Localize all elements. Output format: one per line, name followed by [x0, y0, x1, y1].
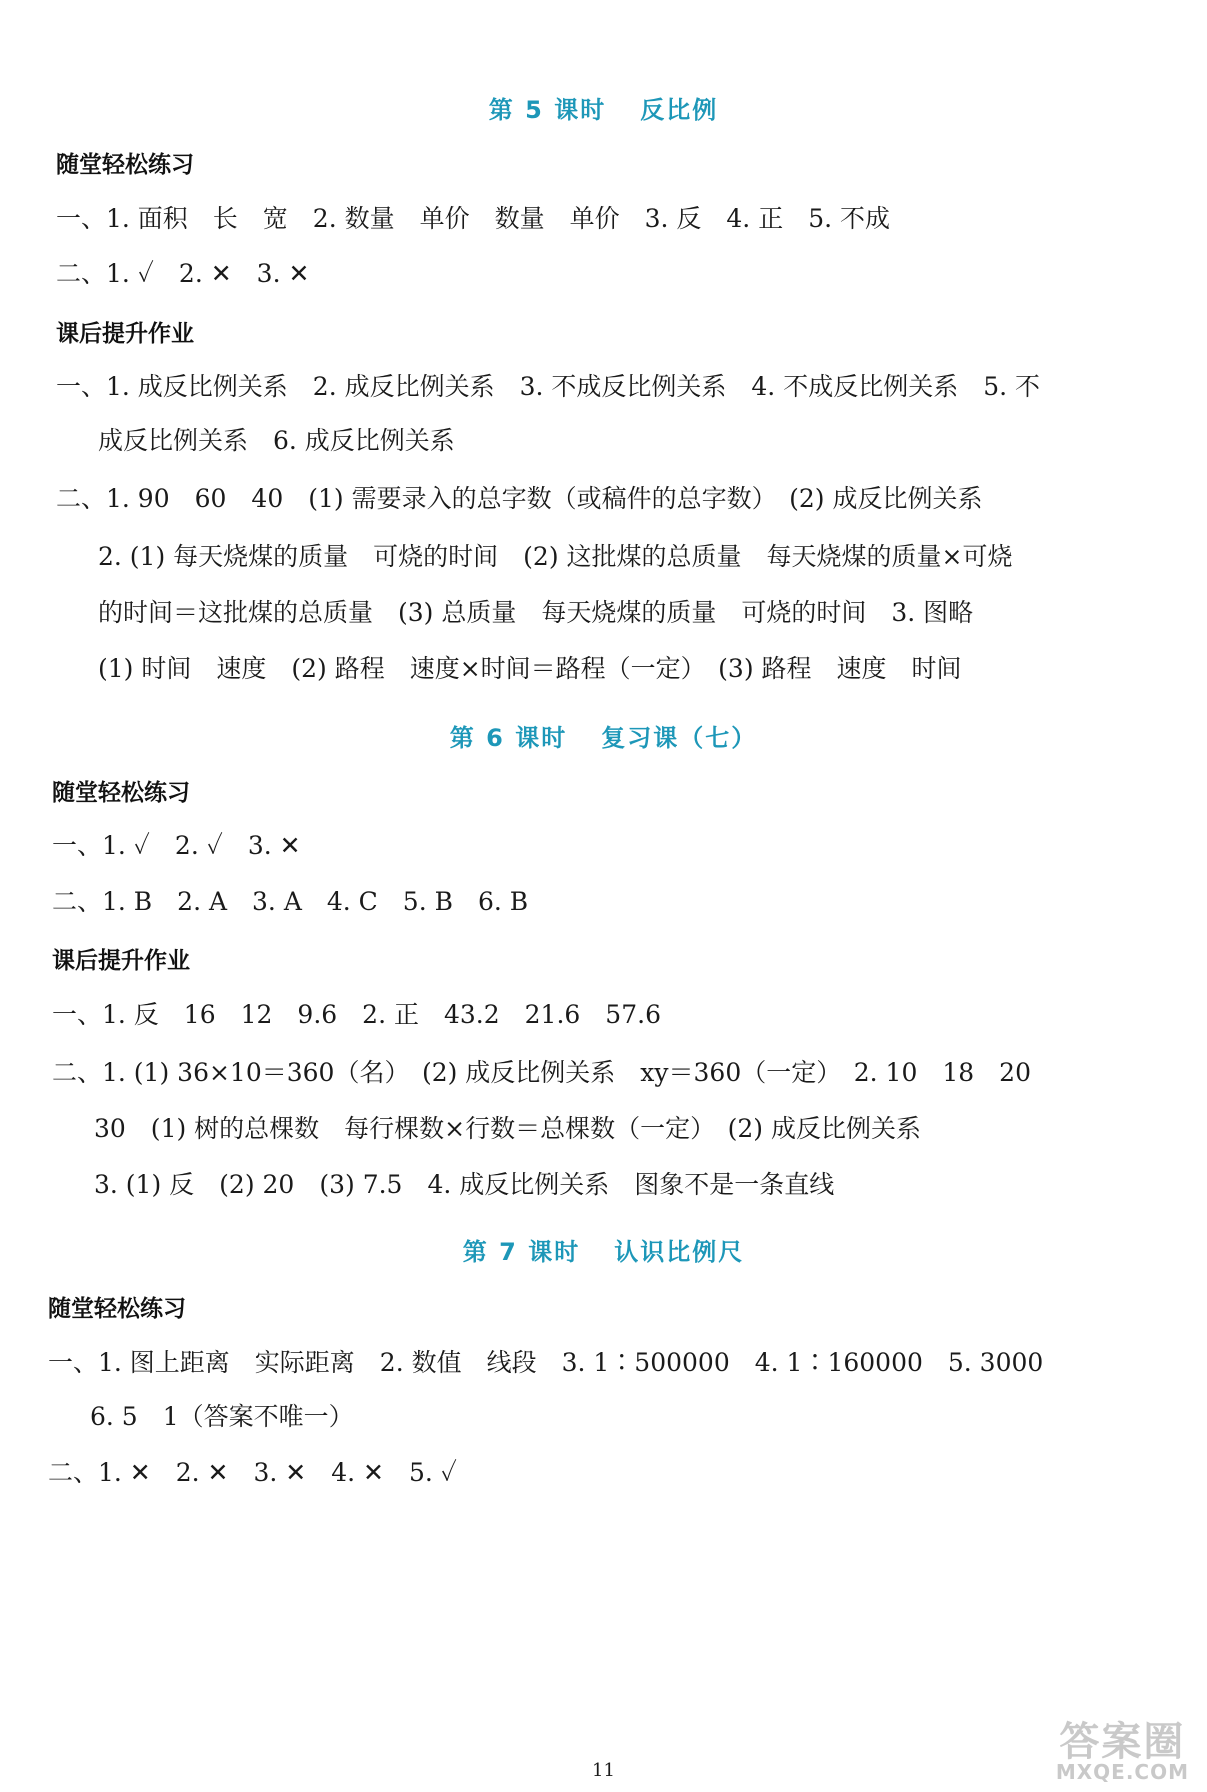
answer-line: 30 (1) 树的总棵数 每行棵数×行数＝总棵数（一定） (2) 成反比例关系 — [94, 1114, 921, 1143]
section-title: 第 6 课时 复习课（七） — [449, 724, 758, 752]
answer-line: 二、1. ✕ 2. ✕ 3. ✕ 4. ✕ 5. ✓ — [48, 1458, 457, 1487]
subheading: 课后提升作业 — [52, 948, 190, 974]
page-number: 11 — [592, 1760, 615, 1781]
answer-line: 成反比例关系 6. 成反比例关系 — [98, 426, 455, 455]
answer-line: 二、1. (1) 36×10＝360（名） (2) 成反比例关系 xy＝360（一定） 2. 10 18 20 — [52, 1058, 1031, 1087]
answer-line: 一、1. 成反比例关系 2. 成反比例关系 3. 不成反比例关系 4. 不成反比例关系 5. 不 — [56, 372, 1040, 401]
watermark-logo: 答案圈 MXQE.COM — [1055, 1719, 1189, 1784]
answer-line: 的时间＝这批煤的总质量 (3) 总质量 每天烧煤的质量 可烧的时间 3. 图略 — [98, 598, 974, 627]
subheading: 随堂轻松练习 — [56, 152, 194, 178]
section-title: 第 7 课时 认识比例尺 — [462, 1238, 745, 1266]
answer-line: 一、1. 面积 长 宽 2. 数量 单价 数量 单价 3. 反 4. 正 5. 不成 — [56, 204, 890, 233]
answer-line: 一、1. ✓ 2. ✓ 3. ✕ — [52, 831, 301, 860]
subheading: 随堂轻松练习 — [52, 780, 190, 806]
answer-line: 2. (1) 每天烧煤的质量 可烧的时间 (2) 这批煤的总质量 每天烧煤的质量×可烧 — [98, 542, 1013, 571]
subheading: 随堂轻松练习 — [48, 1296, 186, 1322]
answer-line: 一、1. 反 16 12 9.6 2. 正 43.2 21.6 57.6 — [52, 1000, 661, 1029]
answer-line: 二、1. 90 60 40 (1) 需要录入的总字数（或稿件的总字数） (2) 成反比例关系 — [56, 484, 983, 513]
answer-line: 二、1. ✓ 2. ✕ 3. ✕ — [56, 259, 310, 288]
answer-line: 二、1. B 2. A 3. A 4. C 5. B 6. B — [52, 887, 529, 916]
answer-line: 6. 5 1（答案不唯一） — [90, 1402, 354, 1431]
section-title: 第 5 课时 反比例 — [488, 96, 719, 124]
answer-line: 一、1. 图上距离 实际距离 2. 数值 线段 3. 1∶500000 4. 1∶160000 5. 3000 — [48, 1348, 1044, 1377]
subheading: 课后提升作业 — [56, 321, 194, 347]
answer-line: (1) 时间 速度 (2) 路程 速度×时间＝路程（一定） (3) 路程 速度 时间 — [98, 654, 962, 683]
answer-line: 3. (1) 反 (2) 20 (3) 7.5 4. 成反比例关系 图象不是一条直线 — [94, 1170, 835, 1199]
